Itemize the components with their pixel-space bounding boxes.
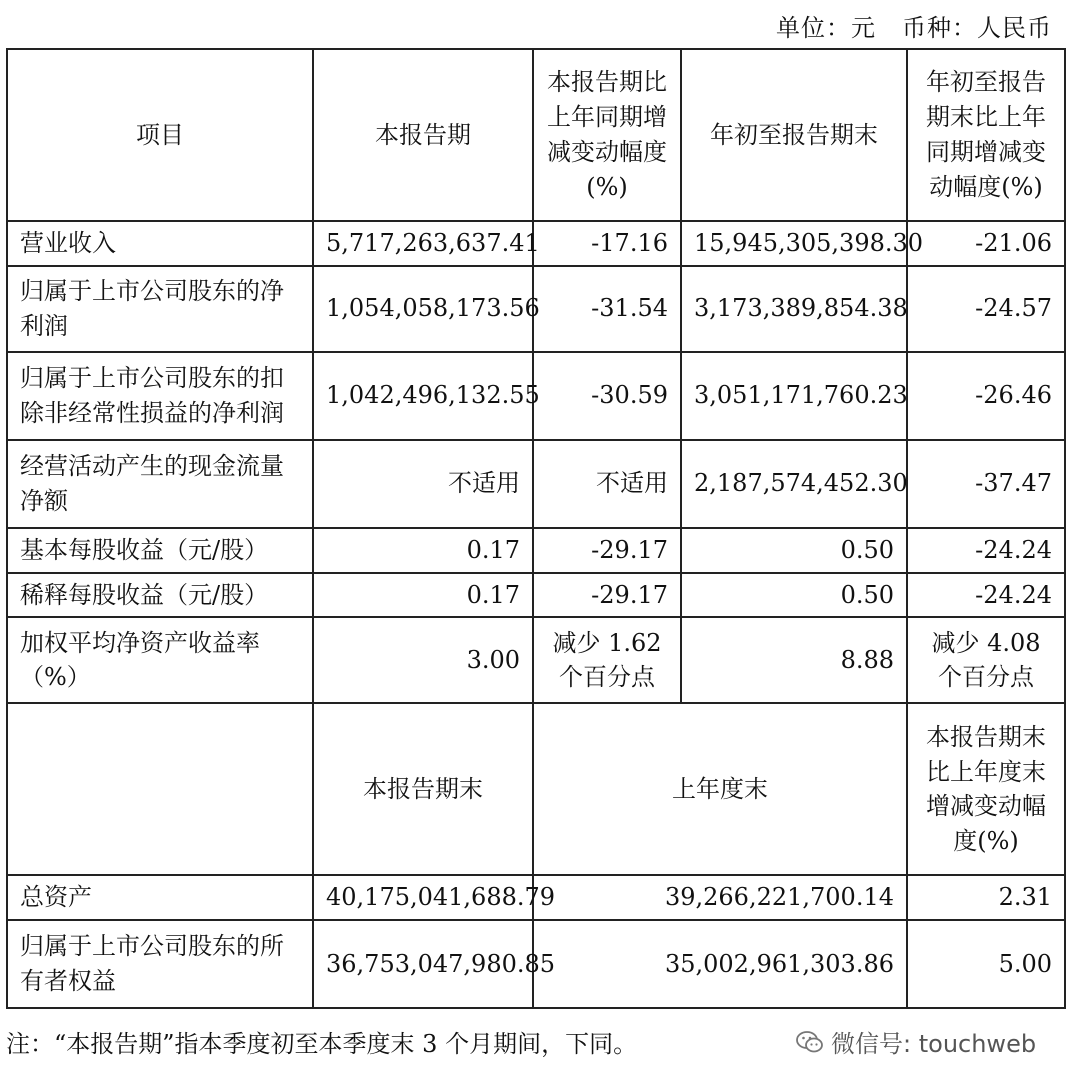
unit-line [750,8,1052,43]
header-current-change: 本报告期比上年同期增减变动幅度(%) [533,49,681,221]
cell-ytd-change: -24.57 [907,266,1065,352]
cell-end-change: 2.31 [907,875,1065,920]
table-header-row [7,49,1065,221]
cell-current: 1,042,496,132.55 [313,352,533,440]
header-end-current: 本报告期末 [313,703,533,875]
header-ytd-change: 年初至报告期末比上年同期增减变动幅度(%) [907,49,1065,221]
cell-ytd: 3,051,171,760.23 [681,352,907,440]
cell-current-change: -17.16 [533,221,681,266]
row-label: 营业收入 [7,221,313,266]
row-label: 归属于上市公司股东的所有者权益 [7,920,313,1008]
table-row [7,266,1065,352]
cell-current-change: -29.17 [533,573,681,618]
table-subheader-row [7,703,1065,875]
row-label: 经营活动产生的现金流量净额 [7,440,313,528]
footnote: 注：“本报告期”指本季度初至本季度末 3 个月期间，下同。 [6,1030,638,1058]
cell-current: 5,717,263,637.41 [313,221,533,266]
cell-end-change: 5.00 [907,920,1065,1008]
table-row [7,573,1065,618]
cell-ytd: 2,187,574,452.30 [681,440,907,528]
cell-end-current: 36,753,047,980.85 [313,920,533,1008]
unit-label: 单位：元 [776,14,876,42]
cell-ytd-change: -24.24 [907,573,1065,618]
row-label: 总资产 [7,875,313,920]
table-row [7,221,1065,266]
cell-current: 0.17 [313,528,533,573]
cell-ytd-change: -21.06 [907,221,1065,266]
cell-end-last-year: 39,266,221,700.14 [533,875,907,920]
cell-current: 0.17 [313,573,533,618]
cell-current-change: -30.59 [533,352,681,440]
cell-ytd: 3,173,389,854.38 [681,266,907,352]
cell-ytd-change: -37.47 [907,440,1065,528]
cell-ytd-change: -24.24 [907,528,1065,573]
financial-table [6,48,1066,1009]
cell-current-change: -29.17 [533,528,681,573]
currency-label: 币种：人民币 [902,14,1052,42]
table-row [7,920,1065,1008]
cell-end-current: 40,175,041,688.79 [313,875,533,920]
header-ytd: 年初至报告期末 [681,49,907,221]
table-row [7,440,1065,528]
table-row [7,617,1065,703]
header-current: 本报告期 [313,49,533,221]
cell-ytd-change: 减少 4.08 个百分点 [907,617,1065,703]
table-row [7,875,1065,920]
header-end-last-year: 上年度末 [533,703,907,875]
cell-current: 1,054,058,173.56 [313,266,533,352]
watermark-colon: : [903,1030,912,1058]
wechat-icon [795,1029,825,1055]
cell-ytd: 8.88 [681,617,907,703]
table-row [7,528,1065,573]
row-label: 基本每股收益（元/股） [7,528,313,573]
cell-ytd: 0.50 [681,573,907,618]
cell-current-change: 不适用 [533,440,681,528]
row-label: 归属于上市公司股东的扣除非经常性损益的净利润 [7,352,313,440]
subheader-blank [7,703,313,875]
table-row [7,352,1065,440]
row-label: 稀释每股收益（元/股） [7,573,313,618]
cell-ytd: 15,945,305,398.30 [681,221,907,266]
cell-current-change: 减少 1.62 个百分点 [533,617,681,703]
watermark-prefix: 微信号 [831,1030,903,1058]
row-label: 加权平均净资产收益率（%） [7,617,313,703]
header-item: 项目 [7,49,313,221]
header-end-change: 本报告期末比上年度末增减变动幅度(%) [907,703,1065,875]
watermark [795,1024,1036,1059]
row-label: 归属于上市公司股东的净利润 [7,266,313,352]
cell-current: 3.00 [313,617,533,703]
cell-end-last-year: 35,002,961,303.86 [533,920,907,1008]
watermark-account: touchweb [911,1030,1037,1058]
cell-ytd-change: -26.46 [907,352,1065,440]
cell-current-change: -31.54 [533,266,681,352]
cell-ytd: 0.50 [681,528,907,573]
cell-current: 不适用 [313,440,533,528]
